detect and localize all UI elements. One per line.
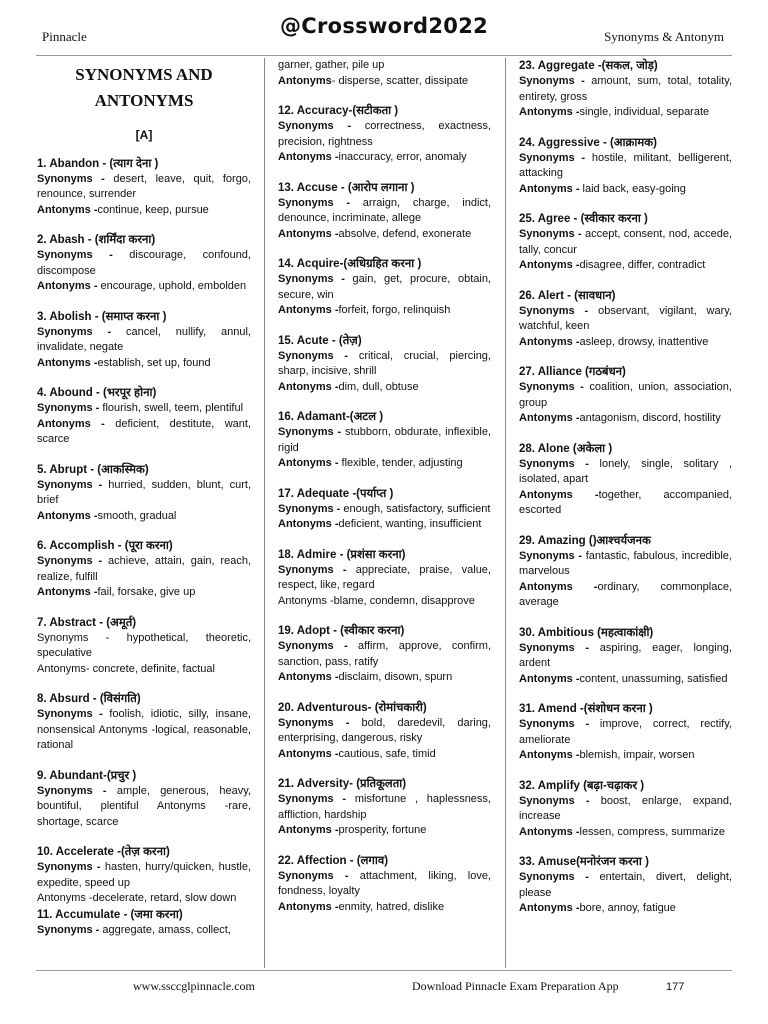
- entry-title: 2. Abash - (शर्मिंदा करना): [37, 234, 156, 246]
- header-subject: Synonyms & Antonym: [604, 29, 724, 44]
- antonyms-line: Antonyms -absolve, defend, exonerate: [278, 227, 472, 240]
- entry-title: 9. Abundant-(प्रचुर ): [37, 769, 137, 782]
- section-letter: [A]: [135, 128, 153, 142]
- entry-title: 18. Admire - (प्रशंसा करना): [278, 548, 406, 561]
- synonyms-line: Synonyms - improve, correct, rectify, ameliorate: [519, 718, 732, 746]
- antonyms-line: Antonyms -establish, set up, found: [37, 356, 211, 369]
- word-entry: [519, 533, 732, 611]
- entry-title: 15. Acute - (तेज़): [278, 334, 362, 347]
- word-entry: [37, 907, 251, 939]
- word-entry: [278, 776, 491, 839]
- entry-title: 19. Adopt - (स्वीकार करना): [278, 625, 405, 637]
- synonyms-line: Synonyms - attachment, liking, love, fondness, loyalty: [278, 869, 491, 897]
- word-entry: [278, 180, 491, 243]
- antonyms-line: Antonyms -disclaim, disown, spurn: [278, 671, 453, 683]
- entry-title: 13. Accuse - (आरोप लगाना ): [278, 181, 415, 194]
- synonyms-line: Synonyms - discourage, confound, discompose: [37, 249, 251, 277]
- header-publisher: Pinnacle: [42, 29, 87, 44]
- antonyms-line: Antonyms -smooth, gradual: [37, 509, 177, 522]
- synonyms-line: Synonyms - coalition, union, association, group: [519, 381, 732, 409]
- column-divider: [505, 58, 506, 968]
- page-number: 177: [666, 981, 685, 993]
- word-entry: [278, 486, 491, 533]
- word-entry: [519, 58, 732, 121]
- antonyms-line: Antonyms -together, accompanied, escorted: [519, 488, 733, 516]
- word-entry: [37, 156, 251, 219]
- word-entry: [519, 288, 732, 351]
- synonyms-line: Synonyms - observant, vigilant, wary, watchful, keen: [519, 304, 732, 332]
- word-entry: [519, 778, 732, 841]
- header-rule: [36, 55, 732, 56]
- antonyms-line: Antonyms -blemish, impair, worsen: [519, 749, 695, 761]
- entry-title: 5. Abrupt - (आकस्मिक): [37, 463, 149, 476]
- synonyms-line: Synonyms - cancel, nullify, annul, invalidate, negate: [37, 325, 251, 353]
- entry-title: 21. Adversity- (प्रतिकूलता): [278, 778, 407, 790]
- document-title: SYNONYMS AND ANTONYMS: [75, 65, 213, 110]
- word-entry: [37, 462, 251, 525]
- footer-rule: [36, 970, 732, 971]
- synonyms-line: Synonyms - hostile, militant, belligerent, attacking: [519, 151, 732, 179]
- antonyms-line: Antonyms - laid back, easy-going: [519, 182, 686, 195]
- antonyms-line: Antonyms - flexible, tender, adjusting: [278, 457, 463, 469]
- antonyms-line: Antonyms - encourage, uphold, embolden: [37, 280, 247, 292]
- synonyms-line: Synonyms - misfortune , haplessness, affliction, hardship: [278, 793, 491, 821]
- antonyms-line: Antonyms -content, unassuming, satisfied: [519, 672, 728, 685]
- synonyms-line: Synonyms - critical, crucial, piercing, sharp, incisive, shrill: [278, 349, 491, 377]
- synonyms-line: Synonyms - fantastic, fabulous, incredible, marvelous: [519, 549, 732, 577]
- entry-title: 26. Alert - (सावधान): [519, 289, 616, 302]
- entry-title: 32. Amplify (बढ़ा-चढ़ाकर ): [519, 779, 645, 792]
- word-entry: [519, 364, 732, 427]
- synonyms-line: Synonyms - boost, enlarge, expand, increase: [519, 794, 732, 822]
- word-entry: [519, 441, 732, 519]
- entry-title: 23. Aggregate -(सकल, जोड़): [519, 60, 658, 72]
- antonyms-line: Antonyms -prosperity, fortune: [278, 824, 427, 836]
- entry-title: 20. Adventurous- (रोमांचकारी): [278, 701, 427, 714]
- entry-title: 6. Accomplish - (पूरा करना): [37, 540, 173, 552]
- word-entry: [278, 103, 491, 166]
- antonyms-line: Antonyms -antagonism, discord, hostility: [519, 412, 721, 424]
- word-entry-continued: [278, 58, 491, 89]
- antonyms-line: Antonyms -inaccuracy, error, anomaly: [278, 151, 467, 163]
- antonyms-line: Antonyms -cautious, safe, timid: [278, 747, 436, 760]
- entry-title: 22. Affection - (लगाव): [278, 854, 389, 867]
- antonyms-line: Antonyms -asleep, drowsy, inattentive: [519, 335, 709, 348]
- word-entry: [278, 623, 491, 686]
- synonyms-line: Synonyms - ample, generous, heavy, bountiful, plentiful Antonyms -rare, shortage, scarce: [37, 784, 251, 828]
- entry-title: 16. Adamant-(अटल ): [278, 411, 384, 423]
- word-entry: [278, 256, 491, 319]
- entry-title: 8. Absurd - (विसंगति): [37, 693, 141, 705]
- synonyms-line: Synonyms - hurried, sudden, blunt, curt, brief: [37, 478, 252, 506]
- synonyms-line: Synonyms - amount, sum, total, totality, entirety, gross: [519, 75, 732, 103]
- entry-title: 11. Accumulate - (जमा करना): [37, 908, 183, 921]
- synonyms-line: Synonyms - entertain, divert, delight, please: [519, 871, 732, 899]
- antonyms-line: Antonyms -decelerate, retard, slow down: [37, 892, 237, 904]
- synonyms-line: Synonyms - appreciate, praise, value, respect, like, regard: [278, 563, 491, 591]
- synonyms-line: Synonyms - hasten, hurry/quicken, hustle, expedite, speed up: [37, 861, 251, 889]
- synonyms-line: Synonyms - gain, get, procure, obtain, secure, win: [278, 273, 491, 301]
- word-entry: [37, 309, 251, 372]
- word-entry: [37, 844, 251, 907]
- word-entry: [519, 701, 732, 764]
- antonyms-line: Antonyms -single, individual, separate: [519, 106, 710, 118]
- synonyms-line: Synonyms - accept, consent, nod, accede, tally, concur: [519, 228, 732, 256]
- antonyms-line: Antonyms- concrete, definite, factual: [37, 662, 215, 675]
- synonyms-line: Synonyms - enough, satisfactory, sufficient: [278, 502, 491, 515]
- page-footer: [0, 968, 768, 1024]
- synonyms-line: Synonyms - desert, leave, quit, forgo, renounce, surrender: [37, 172, 251, 200]
- antonyms-line: Antonyms - deficient, destitute, want, scarce: [37, 417, 251, 445]
- word-entry: [37, 691, 251, 754]
- entry-title: 7. Abstract - (अमूर्त): [37, 616, 137, 629]
- word-entry: [37, 232, 251, 295]
- synonyms-line: Synonyms - achieve, attain, gain, reach, realize, fulfill: [37, 555, 251, 583]
- word-entry: [278, 853, 491, 916]
- word-entry: [278, 333, 491, 396]
- synonyms-line: Synonyms - aggregate, amass, collect,: [37, 923, 231, 936]
- word-entry: [37, 615, 251, 678]
- antonyms-line: Antonyms -blame, condemn, disapprove: [278, 594, 475, 607]
- synonyms-line: Synonyms - aspiring, eager, longing, ardent: [519, 641, 732, 669]
- entry-title: 25. Agree - (स्वीकार करना ): [519, 213, 648, 225]
- antonyms-line: Antonyms -forfeit, forgo, relinquish: [278, 304, 451, 316]
- entry-title: 27. Alliance (गठबंधन): [519, 366, 626, 378]
- entry-title: 17. Adequate -(पर्याप्त ): [278, 487, 394, 500]
- entry-title: 29. Amazing ()आश्चर्यजनक: [519, 534, 651, 547]
- entry-title: 4. Abound - (भरपूर होना): [37, 387, 157, 399]
- synonyms-line: Synonyms - affirm, approve, confirm, sanction, pass, ratify: [278, 640, 491, 668]
- word-entry: [278, 409, 491, 472]
- column-divider: [264, 58, 265, 968]
- antonyms-line: Antonyms- disperse, scatter, dissipate: [278, 74, 469, 87]
- word-entry: [278, 547, 491, 610]
- word-entry: [519, 135, 732, 198]
- antonyms-line: Antonyms -continue, keep, pursue: [37, 203, 209, 216]
- antonyms-line: Antonyms -bore, annoy, fatigue: [519, 902, 676, 914]
- entry-title: 14. Acquire-(अधिग्रहित करना ): [278, 258, 422, 270]
- header-watermark-handle: @Crossword2022: [279, 14, 489, 38]
- antonyms-line: Antonyms -dim, dull, obtuse: [278, 380, 419, 393]
- antonyms-line: Antonyms -disagree, differ, contradict: [519, 259, 706, 271]
- entry-title: 3. Abolish - (समाप्त करना ): [37, 310, 167, 323]
- footer-website: www.ssccglpinnacle.com: [133, 979, 255, 993]
- word-entry: [37, 768, 251, 831]
- column-1: [37, 58, 251, 968]
- entry-title: 10. Accelerate -(तेज़ करना): [37, 846, 170, 858]
- entry-title: 12. Accuracy-(सटीकता ): [278, 105, 399, 117]
- antonyms-line: Antonyms -fail, forsake, give up: [37, 586, 196, 598]
- synonyms-continued: garner, gather, pile up: [278, 59, 385, 71]
- entry-title: 24. Aggressive - (आक्रामक): [519, 136, 657, 149]
- synonyms-line: Synonyms - flourish, swell, teem, plentiful: [37, 402, 244, 414]
- synonyms-line: Synonyms - arraign, charge, indict, denounce, incriminate, allege: [278, 196, 491, 224]
- synonyms-line: Synonyms - stubborn, obdurate, inflexible, rigid: [278, 426, 491, 454]
- synonyms-line: Synonyms - correctness, exactness, precision, rightness: [278, 120, 491, 148]
- column-2: [278, 58, 491, 968]
- antonyms-line: Antonyms -deficient, wanting, insufficient: [278, 518, 482, 530]
- page-header: [0, 0, 768, 56]
- synonyms-line: Synonyms - hypothetical, theoretic, speculative: [37, 631, 251, 659]
- entry-title: 33. Amuse(मनोरंजन करना ): [519, 856, 649, 868]
- column-3: [519, 58, 732, 968]
- word-entry: [519, 211, 732, 274]
- synonyms-line: Synonyms - bold, daredevil, daring, enterprising, dangerous, risky: [278, 716, 491, 744]
- entry-title: 28. Alone (अकेला ): [519, 442, 613, 455]
- word-entry: [519, 625, 732, 688]
- word-entry: [278, 700, 491, 763]
- synonyms-line: Synonyms - foolish, idiotic, silly, insane, nonsensical Antonyms -logical, reasonable, rational: [37, 708, 251, 751]
- entry-title: 30. Ambitious (महत्वाकांक्षी): [519, 626, 654, 639]
- antonyms-line: Antonyms -enmity, hatred, dislike: [278, 900, 445, 913]
- entry-title: 1. Abandon - (त्याग देना ): [37, 157, 159, 170]
- footer-app-promo: Download Pinnacle Exam Preparation App: [412, 979, 619, 993]
- entry-title: 31. Amend -(संशोधन करना ): [519, 703, 653, 715]
- word-entry: [37, 538, 251, 601]
- antonyms-line: Antonyms -lessen, compress, summarize: [519, 825, 725, 838]
- word-entry: [519, 854, 732, 917]
- antonyms-line: Antonyms -ordinary, commonplace, average: [519, 580, 732, 608]
- word-entry: [37, 385, 251, 448]
- synonyms-line: Synonyms - lonely, single, solitary , isolated, apart: [519, 457, 732, 485]
